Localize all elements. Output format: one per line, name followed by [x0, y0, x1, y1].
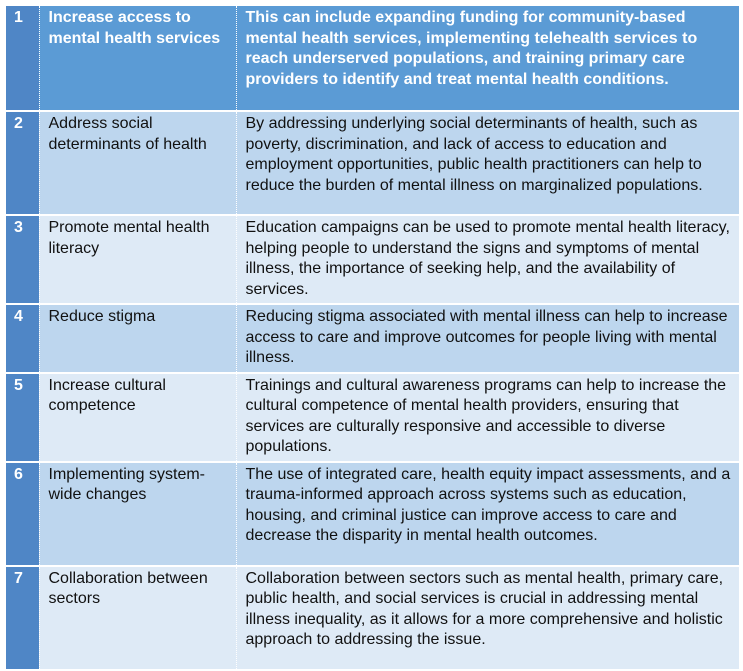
description-cell: The use of integrated care, health equity impact assessments, and a trauma-informed approach across systems such as education, housing, and criminal justice can improve access to care and decrease the disparity in mental health outcomes. [236, 462, 739, 566]
strategy-cell: Implementing system-wide changes [39, 462, 236, 566]
description-cell: This can include expanding funding for community-based mental health services, implementing telehealth services to reach underserved populations, and training primary care providers to identify and treat mental health conditions. [236, 6, 739, 111]
table-row [6, 373, 739, 462]
row-number: 1 [6, 6, 39, 111]
row-number: 7 [6, 566, 39, 670]
table-row [6, 6, 739, 111]
strategy-cell: Address social determinants of health [39, 111, 236, 215]
strategy-cell: Reduce stigma [39, 304, 236, 373]
description-cell: By addressing underlying social determinants of health, such as poverty, discrimination, and lack of access to education and employment opportunities, public health practitioners can help to reduce the burden of mental illness on marginalized populations. [236, 111, 739, 215]
description-cell: Reducing stigma associated with mental illness can help to increase access to care and improve outcomes for people living with mental illness. [236, 304, 739, 373]
row-number: 5 [6, 373, 39, 462]
table-row [6, 304, 739, 373]
row-number: 6 [6, 462, 39, 566]
strategy-cell: Increase cultural competence [39, 373, 236, 462]
strategy-cell: Collaboration between sectors [39, 566, 236, 670]
strategies-table [6, 6, 739, 671]
description-cell: Trainings and cultural awareness programs can help to increase the cultural competence of mental health providers, ensuring that services are culturally responsive and accessible to diverse populations. [236, 373, 739, 462]
row-number: 3 [6, 215, 39, 304]
table-row [6, 462, 739, 566]
description-cell: Education campaigns can be used to promote mental health literacy, helping people to understand the signs and symptoms of mental illness, the importance of seeking help, and the availability of services. [236, 215, 739, 304]
row-number: 2 [6, 111, 39, 215]
table-row [6, 111, 739, 215]
description-cell: Collaboration between sectors such as mental health, primary care, public health, and social services is crucial in addressing mental illness inequality, as it allows for a more comprehensive and holistic approach to addressing the issue. [236, 566, 739, 670]
table-row [6, 215, 739, 304]
table-row [6, 566, 739, 670]
strategy-cell: Increase access to mental health services [39, 6, 236, 111]
strategy-cell: Promote mental health literacy [39, 215, 236, 304]
row-number: 4 [6, 304, 39, 373]
